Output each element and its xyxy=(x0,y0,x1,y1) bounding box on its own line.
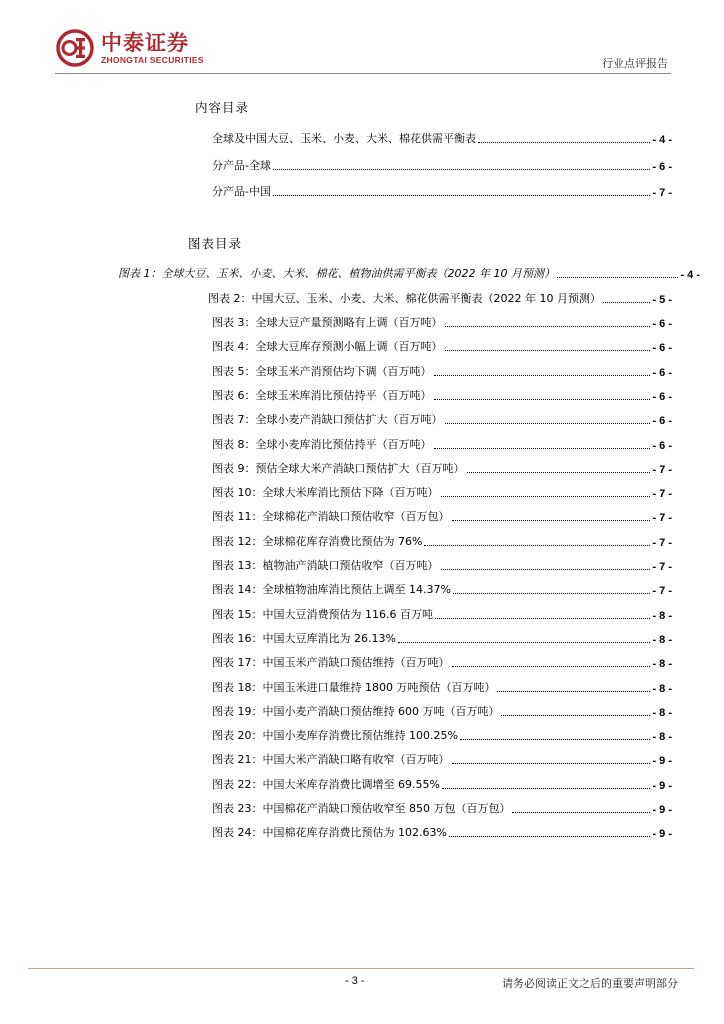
contents-entry-page: - 7 - xyxy=(652,187,672,199)
figures-entry-label: 图表 12：全球棉花库存消费比预估为 76% xyxy=(212,534,423,548)
figures-entry-page: - 8 - xyxy=(652,609,672,622)
figures-entry-leader xyxy=(603,302,650,303)
figures-entry-label: 图表 2：中国大豆、玉米、小麦、大米、棉花供需平衡表（2022 年 10 月预测） xyxy=(208,292,601,305)
figures-entry-leader xyxy=(460,739,651,740)
figures-entry[interactable] xyxy=(212,387,672,403)
figures-entry-leader xyxy=(452,763,651,764)
figures-entry-leader xyxy=(434,399,651,400)
figures-entry-label: 图表 22：中国大米库存消费比调增至 69.55% xyxy=(212,777,440,791)
figures-entry[interactable] xyxy=(212,703,672,719)
figures-entry-page: - 9 - xyxy=(652,779,672,792)
figures-entry-page: - 8 - xyxy=(652,731,672,744)
figures-entry[interactable] xyxy=(212,581,672,597)
figures-entry-leader xyxy=(398,642,651,643)
contents-entry-label: 分产品-中国 xyxy=(212,185,271,198)
figures-entry-label: 图表 18：中国玉米进口量维持 1800 万吨预估（百万吨） xyxy=(212,680,496,694)
figures-entry[interactable] xyxy=(212,776,672,792)
contents-entry-page: - 6 - xyxy=(652,160,672,173)
logo-english-name: ZHONGTAI SECURITIES xyxy=(101,55,204,65)
contents-entry-leader xyxy=(273,195,650,196)
figures-entry[interactable] xyxy=(212,654,672,670)
figures-entry-label: 图表 8：全球小麦库消比预估持平（百万吨） xyxy=(212,437,432,451)
figures-entry[interactable] xyxy=(212,338,672,354)
contents-entry-leader xyxy=(478,142,650,143)
logo-chinese-name: 中泰证券 xyxy=(101,31,189,55)
contents-entry-label: 分产品-全球 xyxy=(212,158,271,172)
figures-entry-label: 图表 15：中国大豆消费预估为 116.6 百万吨 xyxy=(212,607,433,621)
figures-entry-page: - 9 - xyxy=(652,804,672,816)
figures-entry-page: - 9 - xyxy=(652,755,672,768)
figures-entry[interactable] xyxy=(212,411,672,427)
figures-entry-leader xyxy=(453,593,651,594)
figures-entry-page: - 7 - xyxy=(652,536,672,549)
figures-entry-leader xyxy=(434,448,651,449)
figures-entry-page: - 4 - xyxy=(680,269,700,281)
figures-entry-leader xyxy=(512,812,650,813)
figures-entry-label: 图表 16：中国大豆库消比为 26.13% xyxy=(212,631,396,645)
footer-page-number: - 3 - xyxy=(345,975,365,987)
figures-entry[interactable] xyxy=(212,533,672,549)
figures-entry-label: 图表 4：全球大豆库存预测小幅上调（百万吨） xyxy=(212,340,443,354)
footer-disclaimer: 请务必阅读正文之后的重要声明部分 xyxy=(502,977,678,990)
figures-entry[interactable] xyxy=(212,436,672,452)
figures-entry[interactable] xyxy=(212,557,672,573)
figures-entry-page: - 5 - xyxy=(652,294,672,306)
contents-entry-leader xyxy=(273,169,650,170)
figures-entry-page: - 6 - xyxy=(652,318,672,330)
figures-entry[interactable] xyxy=(212,460,672,476)
footer-divider xyxy=(28,968,694,969)
figures-entry-leader xyxy=(445,350,651,351)
figures-entry-leader xyxy=(445,423,651,424)
figures-entry-page: - 7 - xyxy=(652,512,672,525)
figures-entry-leader xyxy=(441,496,651,497)
figures-entry-label: 图表 21：中国大米产消缺口略有收窄（百万吨） xyxy=(212,753,450,767)
figures-entry[interactable] xyxy=(212,508,672,524)
figures-entry[interactable] xyxy=(212,606,672,622)
figures-entry-label: 图表 23：中国棉花产消缺口预估收窄至 850 万包（百万包） xyxy=(212,802,511,815)
figures-entry-page: - 8 - xyxy=(652,682,672,695)
figures-entry-leader xyxy=(434,375,651,376)
figures-entry-leader xyxy=(445,326,651,327)
figures-entry-page: - 7 - xyxy=(652,585,672,598)
figures-entry-label: 图表 3：全球大豆产量预测略有上调（百万吨） xyxy=(212,316,443,329)
figures-entry-label: 图表 5：全球玉米产消预估均下调（百万吨） xyxy=(212,364,432,378)
figures-entry[interactable] xyxy=(212,630,672,646)
figures-entry[interactable] xyxy=(212,824,672,840)
figures-entry[interactable] xyxy=(212,484,672,500)
figures-entry-leader xyxy=(449,836,651,837)
figures-entry-leader xyxy=(452,666,651,667)
figures-entry-label: 图表 24：中国棉花库存消费比预估为 102.63% xyxy=(212,826,447,840)
figures-entry-label: 图表 20：中国小麦库存消费比预估维持 100.25% xyxy=(212,729,458,743)
figures-entry-page: - 7 - xyxy=(652,561,672,573)
figures-entry[interactable] xyxy=(118,265,700,281)
figures-entry[interactable] xyxy=(212,800,672,816)
zhongtai-logo-icon xyxy=(55,28,95,68)
figures-entry-label: 图表 13：植物油产消缺口预估收窄（百万吨） xyxy=(212,559,439,572)
contents-entry-label: 全球及中国大豆、玉米、小麦、大米、棉花供需平衡表 xyxy=(212,132,476,145)
figures-entry-label: 图表 17：中国玉米产消缺口预估维持（百万吨） xyxy=(212,656,450,670)
figures-entry-page: - 8 - xyxy=(652,658,672,671)
figures-entry-page: - 8 - xyxy=(652,633,672,646)
figures-entry-label: 图表 19：中国小麦产消缺口预估维持 600 万吨（百万吨） xyxy=(212,704,500,718)
figures-entry[interactable] xyxy=(212,751,672,767)
contents-title: 内容目录 xyxy=(195,100,250,115)
figures-entry-label: 图表 6：全球玉米库消比预估持平（百万吨） xyxy=(212,388,432,402)
figures-entry-page: - 6 - xyxy=(652,390,672,403)
figures-entry-label: 图表 11：全球棉花产消缺口预估收窄（百万包） xyxy=(212,510,450,524)
figures-entry[interactable] xyxy=(212,727,672,743)
page-header xyxy=(0,0,724,80)
figures-entry-leader xyxy=(442,788,651,789)
figures-entry-label: 图表 14：全球植物油库消比预估上调至 14.37% xyxy=(212,583,451,597)
figures-entry-leader xyxy=(497,691,650,692)
figures-entry[interactable] xyxy=(212,314,672,330)
figures-entry-label: 图表 9：预估全球大米产消缺口预估扩大（百万吨） xyxy=(212,461,465,475)
figures-title: 图表目录 xyxy=(188,236,243,251)
figures-entry[interactable] xyxy=(212,363,672,379)
figures-entry[interactable] xyxy=(212,679,672,695)
figures-entry-leader xyxy=(501,715,650,716)
figures-entry-leader xyxy=(557,277,678,278)
figures-entry-page: - 6 - xyxy=(652,366,672,379)
figures-entry-leader xyxy=(467,472,651,473)
figures-entry-page: - 6 - xyxy=(652,415,672,428)
figures-entry-page: - 9 - xyxy=(652,828,672,841)
figures-entry-page: - 6 - xyxy=(652,342,672,355)
contents-entry[interactable] xyxy=(212,157,672,173)
report-type-label: 行业点评报告 xyxy=(602,57,668,70)
figures-entry-label: 图表 1：全球大豆、玉米、小麦、大米、棉花、植物油供需平衡表（2022 年 10 月预测） xyxy=(118,267,555,280)
contents-entry[interactable] xyxy=(212,130,672,146)
figures-entry-leader xyxy=(435,618,650,619)
contents-entry-page: - 4 - xyxy=(652,134,672,146)
figures-entry-label: 图表 7：全球小麦产消缺口预估扩大（百万吨） xyxy=(212,413,443,427)
figures-entry-page: - 7 - xyxy=(652,488,672,501)
figures-entry[interactable] xyxy=(208,290,672,306)
figures-entry-label: 图表 10：全球大米库消比预估下降（百万吨） xyxy=(212,486,439,500)
figures-entry-leader xyxy=(452,520,651,521)
figures-entry-page: - 8 - xyxy=(652,706,672,719)
figures-entry-leader xyxy=(441,569,651,570)
figures-entry-leader xyxy=(424,545,650,546)
figures-entry-page: - 7 - xyxy=(652,463,672,476)
contents-entry[interactable] xyxy=(212,183,672,199)
company-logo xyxy=(55,28,204,68)
header-divider xyxy=(55,73,671,74)
figures-entry-page: - 6 - xyxy=(652,439,672,452)
